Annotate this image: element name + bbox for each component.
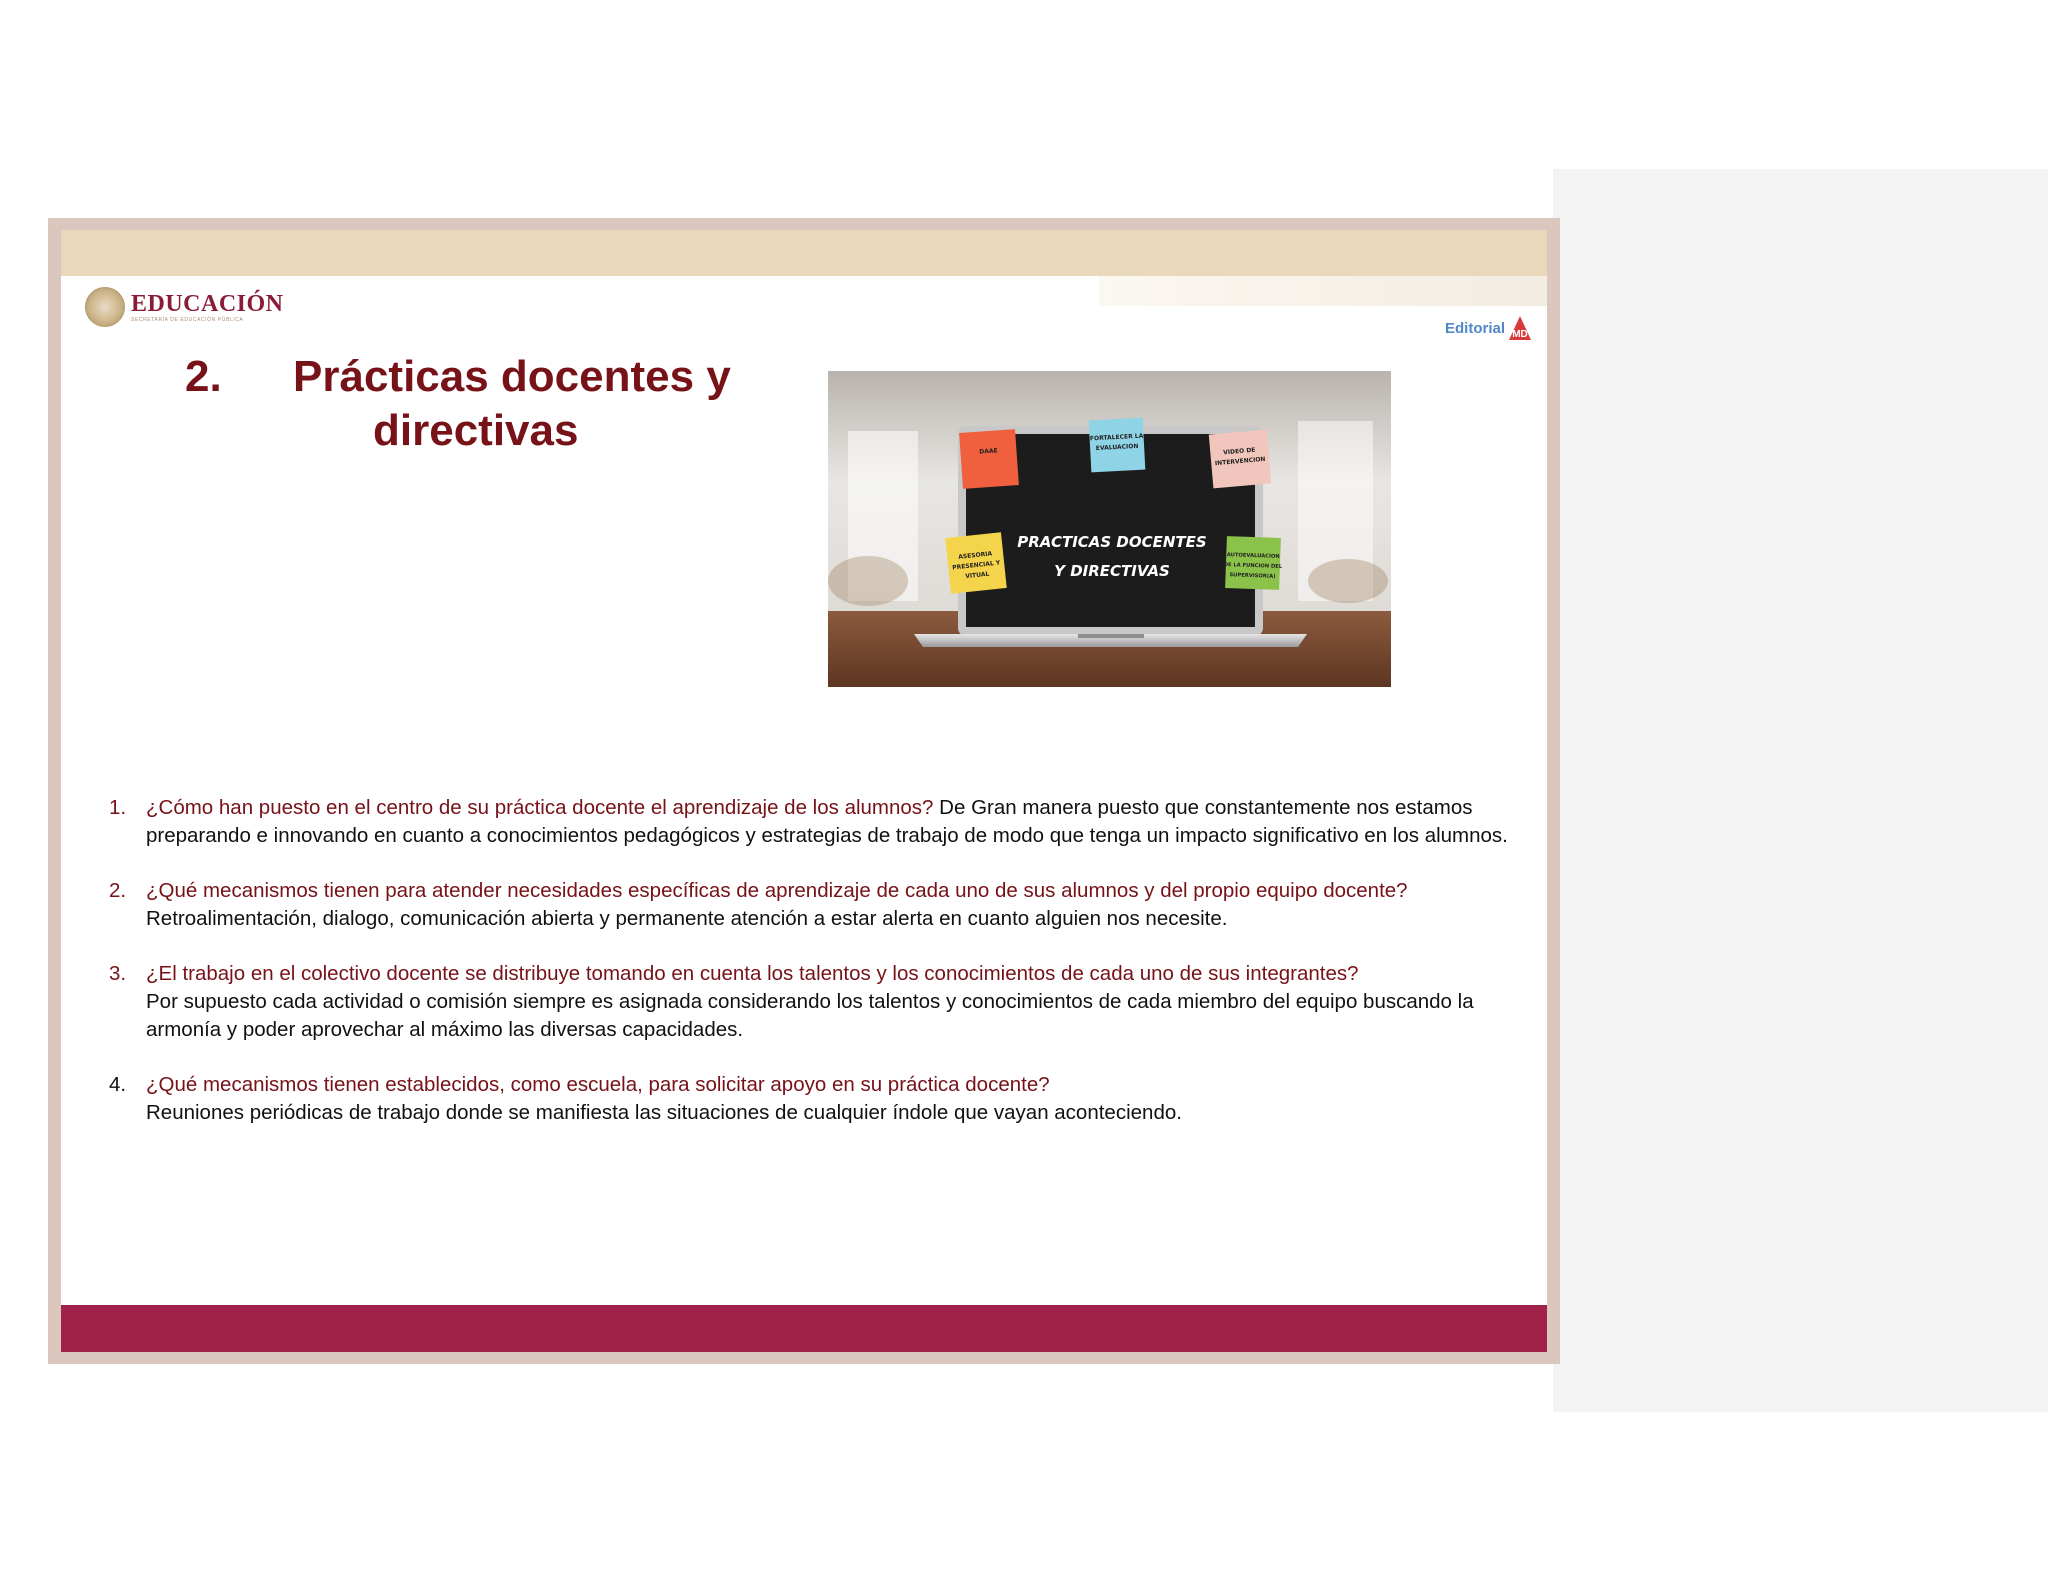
sticky-note-paper (959, 429, 1019, 489)
sticky-note (1223, 536, 1284, 590)
sticky-note-text: EVALUACION (1095, 442, 1139, 453)
title-line-1: Prácticas docentes y (293, 352, 731, 401)
sticky-note-text: SUPERVISOR(A) (1229, 572, 1276, 580)
title-number: 2. (185, 352, 222, 401)
sticky-note (1209, 430, 1271, 489)
sticky-note-text: FORTALECER LA (1089, 432, 1144, 443)
question-text: ¿Qué mecanismos tienen para atender necesidades específicas de aprendizaje de cada uno de sus alumnos y del propio equipo docente? (146, 879, 1408, 902)
screen-title-line-2: Y DIRECTIVAS (1054, 562, 1170, 580)
questions-list (109, 794, 1529, 1154)
blurred-furniture-right (1308, 559, 1388, 603)
slide (61, 230, 1547, 1352)
editorial-md-logo (1445, 314, 1533, 342)
screen-title-line-1: PRACTICAS DOCENTES (1017, 533, 1207, 551)
bottom-band (61, 1305, 1547, 1352)
sticky-note (1089, 418, 1146, 473)
sticky-note (945, 532, 1007, 594)
logo-subtitle: SECRETARÍA DE EDUCACIÓN PÚBLICA (131, 316, 244, 323)
question-number: 4. (109, 1073, 127, 1096)
top-band (61, 230, 1547, 276)
md-logo-icon (1507, 314, 1533, 342)
sticky-note-text: DAAE (979, 447, 998, 456)
answer-text: Reuniones periódicas de trabajo donde se manifiesta las situaciones de cualquier índole que vayan aconteciendo. (146, 1101, 1182, 1124)
question-text: ¿Cómo han puesto en el centro de su práctica docente el aprendizaje de los alumnos? (146, 796, 934, 819)
blurred-furniture-left (828, 556, 908, 606)
sticky-note (959, 429, 1019, 489)
educacion-logo (85, 287, 284, 327)
question-text: ¿Qué mecanismos tienen establecidos, como escuela, para solicitar apoyo en su práctica docente? (146, 1073, 1050, 1096)
answer-text: Por supuesto cada actividad o comisión siempre es asignada considerando los talentos y conocimientos de cada miembro del equipo buscando la armonía y poder aprovechar al máximo las diversas capacidades. (146, 990, 1474, 1041)
logo-title: EDUCACIÓN (131, 290, 284, 317)
sticky-note-text: ASESORIA (957, 550, 993, 561)
sticky-note-text: INTERVENCION (1214, 455, 1266, 468)
answer-text: De Gran manera puesto que constantemente nos estamos preparando e innovando en cuanto a conocimientos pedagógicos y estrategias de trabajo de modo que tenga un impacto significativo en los alumnos. (146, 796, 1508, 847)
question-item-2 (109, 877, 1529, 933)
laptop-notch (1078, 634, 1144, 638)
title-line-2: directivas (373, 406, 579, 455)
sticky-note-text: PRESENCIAL Y (951, 559, 1001, 572)
sticky-note-text: VITUAL (964, 570, 990, 581)
md-logo-text: MD (1512, 329, 1528, 340)
top-band-accent (1099, 276, 1547, 306)
laptop-image (828, 371, 1391, 687)
question-item-4 (109, 1071, 1529, 1127)
answer-text: Retroalimentación, dialogo, comunicación abierta y permanente atención a estar alerta en cuanto alguien nos necesite. (146, 907, 1228, 930)
side-panel (1553, 169, 2048, 1412)
slide-title (181, 350, 801, 458)
question-text: ¿El trabajo en el colectivo docente se distribuye tomando en cuenta los talentos y los conocimientos de cada uno de sus integrantes? (146, 962, 1359, 985)
question-item-3 (109, 960, 1529, 1044)
question-item-1 (109, 794, 1529, 850)
sticky-note-text: VIDEO DE (1222, 446, 1256, 457)
editorial-label: Editorial (1445, 319, 1506, 337)
laptop-illustration (828, 371, 1391, 687)
question-number: 3. (109, 962, 127, 985)
sticky-note-text: AUTOEVALUACION (1226, 552, 1280, 560)
question-number: 2. (109, 879, 127, 902)
seal-icon (85, 287, 125, 327)
question-number: 1. (109, 796, 127, 819)
sticky-note-text: DE LA FUNCION DEL (1223, 561, 1283, 571)
